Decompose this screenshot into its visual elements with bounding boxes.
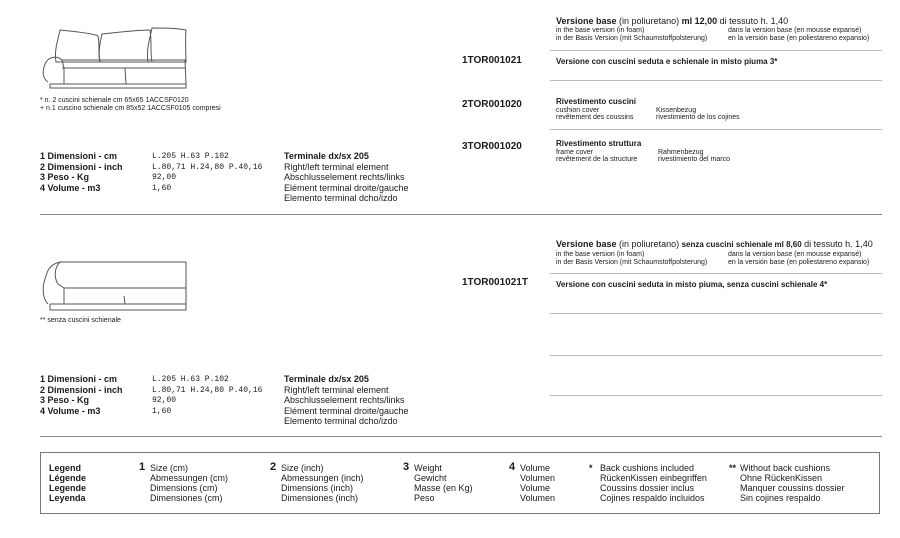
legend-line: Volumen bbox=[520, 493, 556, 503]
legend-line: Back cushions included bbox=[600, 463, 695, 473]
legend-number: 3 bbox=[403, 461, 410, 473]
legend-line: Dimensions (cm) bbox=[150, 483, 218, 493]
product-code: 1TOR001021 bbox=[462, 55, 522, 66]
legend-labels bbox=[49, 463, 86, 503]
row-translation: frame cover bbox=[556, 148, 593, 156]
terminal-line: Elément terminal droite/gauche bbox=[284, 405, 409, 416]
row-title: Rivestimento struttura bbox=[556, 139, 642, 148]
terminal-description-2 bbox=[284, 374, 409, 427]
terminal-line: Elemento terminal dcho/izdo bbox=[284, 416, 398, 426]
legend-line: Masse (en Kg) bbox=[414, 483, 473, 493]
versione-fabric: senza cuscini schienale ml 8,60 bbox=[681, 240, 802, 249]
spec-value: 1,60 bbox=[152, 183, 172, 193]
legend-line: Weight bbox=[414, 463, 442, 473]
legend-number: 2 bbox=[270, 461, 277, 473]
product-code: 1TOR001021T bbox=[462, 277, 528, 288]
versione-title-rest: (in poliuretano) bbox=[616, 16, 682, 26]
spec-value: L.80,71 H.24,80 P.40,16 bbox=[152, 162, 263, 172]
spec-label: 3 Peso - Kg bbox=[40, 172, 90, 182]
legend-line: Dimensiones (cm) bbox=[150, 493, 223, 503]
legend-line: Ohne RückenKissen bbox=[740, 473, 823, 483]
legend-line: Size (inch) bbox=[281, 463, 324, 473]
versione-line: dans la version base (en mousse expansé) bbox=[728, 26, 862, 34]
versione-title: Versione base bbox=[556, 16, 617, 26]
spec-label: 2 Dimensioni - inch bbox=[40, 384, 123, 395]
versione-line: en la versión base (en poliestareno expansio) bbox=[728, 258, 870, 266]
section-divider bbox=[40, 214, 882, 215]
legend-line: Dimensiones (inch) bbox=[281, 493, 359, 503]
legend-line: RückenKissen einbegriffen bbox=[600, 473, 707, 483]
terminal-description-1 bbox=[284, 151, 409, 204]
spec-value: 92,00 bbox=[152, 173, 177, 182]
terminal-line: Right/left terminal element bbox=[284, 161, 389, 172]
versione-fabric-height: di tessuto h. 1,40 bbox=[717, 16, 789, 26]
product-description: Versione con cuscini seduta e schienale in misto piuma 3* bbox=[556, 57, 778, 66]
legend-line: Gewicht bbox=[414, 473, 447, 483]
legend-line: Manquer coussins dossier bbox=[740, 483, 845, 493]
versione-fabric: ml 12,00 bbox=[681, 16, 718, 26]
legend-line: Abmessungen (inch) bbox=[281, 473, 364, 483]
row-translation: revêtement de la structure bbox=[556, 156, 638, 163]
sofa-with-cushions-drawing bbox=[40, 22, 192, 94]
terminal-line: Abschlusselement rechts/links bbox=[284, 395, 405, 405]
versione-line: in der Basis Version (mit Schaumstoffpolsterung) bbox=[556, 34, 708, 42]
spec-value: 1,60 bbox=[152, 406, 172, 416]
legend-label: Légende bbox=[49, 473, 87, 483]
legend-label: Leyenda bbox=[49, 493, 86, 503]
versione-line: in the base version (in foam) bbox=[556, 26, 645, 34]
versione-line: in the base version (in foam) bbox=[556, 250, 645, 258]
legend-label: Legend bbox=[49, 463, 82, 473]
cushion-note-1: * n. 2 cuscini schienale cm 65x65 1ACCSF0120 bbox=[40, 97, 189, 104]
product-description: Versione con cuscini seduta in misto piuma, senza cuscini schienale 4* bbox=[556, 280, 828, 289]
spec-labels-1 bbox=[40, 151, 123, 193]
product-code: 2TOR001020 bbox=[462, 99, 522, 110]
versione-fabric-height: di tessuto h. 1,40 bbox=[801, 239, 873, 249]
spec-label: 4 Volume - m3 bbox=[40, 182, 101, 193]
spec-label: 3 Peso - Kg bbox=[40, 395, 90, 405]
terminal-line: Elemento terminal dcho/izdo bbox=[284, 193, 398, 203]
legend-number: ** bbox=[729, 463, 737, 473]
legend-line: Cojines respaldo incluidos bbox=[600, 493, 705, 503]
terminal-title: Terminale dx/sx 205 bbox=[284, 151, 369, 161]
versione-base-block-1 bbox=[556, 16, 869, 43]
spec-value: L.80,71 H.24,80 P.40,16 bbox=[152, 385, 263, 395]
spec-value: L.205 H.63 P.102 bbox=[152, 152, 229, 161]
legend-line: Volumen bbox=[520, 473, 556, 483]
row-translation: Rahmenbezug bbox=[658, 148, 704, 156]
cushion-note-2: + n.1 cuscino schienale cm 85x52 1ACCSF0105 compresi bbox=[40, 105, 221, 112]
versione-title: Versione base bbox=[556, 239, 617, 249]
legend-number: * bbox=[589, 463, 593, 473]
row-translation: rivestimiento de los cojines bbox=[656, 114, 740, 121]
no-cushion-note: ** senza cuscini schienale bbox=[40, 317, 121, 324]
spec-labels-2 bbox=[40, 374, 123, 416]
legend-line: Size (cm) bbox=[150, 463, 188, 473]
row-translation: revêtement des coussins bbox=[556, 114, 634, 121]
row-translation: cushion cover bbox=[556, 106, 600, 114]
row-title: Rivestimento cuscini bbox=[556, 97, 637, 106]
spec-value: 92,00 bbox=[152, 396, 177, 405]
legend-line: Sin cojines respaldo bbox=[740, 493, 821, 503]
legend-number: 4 bbox=[509, 461, 516, 473]
versione-line: en la versión base (en poliestareno expansio) bbox=[728, 34, 870, 42]
sofa-without-cushions-drawing bbox=[40, 258, 192, 314]
cushion-cover-block bbox=[556, 97, 740, 122]
spec-label: 1 Dimensioni - cm bbox=[40, 374, 118, 384]
terminal-line: Right/left terminal element bbox=[284, 384, 389, 395]
versione-base-block-2 bbox=[556, 239, 873, 267]
product-code: 3TOR001020 bbox=[462, 141, 522, 152]
legend-line: Volume bbox=[520, 463, 551, 473]
terminal-line: Abschlusselement rechts/links bbox=[284, 172, 405, 182]
legend-line: Peso bbox=[414, 493, 435, 503]
versione-title-rest: (in poliuretano) bbox=[616, 239, 682, 249]
row-translation: Kissenbezug bbox=[656, 106, 697, 114]
versione-line: dans la version base (en mousse expansé) bbox=[728, 250, 862, 258]
legend-line: Dimensions (inch) bbox=[281, 483, 354, 493]
spec-label: 2 Dimensioni - inch bbox=[40, 161, 123, 172]
legend-line: Abmessungen (cm) bbox=[150, 473, 229, 483]
legend-label: Legende bbox=[49, 483, 87, 493]
spec-value: L.205 H.63 P.102 bbox=[152, 375, 229, 384]
versione-line: in der Basis Version (mit Schaumstoffpolsterung) bbox=[556, 258, 708, 266]
frame-cover-block bbox=[556, 139, 730, 164]
spec-label: 1 Dimensioni - cm bbox=[40, 151, 118, 161]
spec-values-1 bbox=[152, 152, 262, 194]
terminal-line: Elément terminal droite/gauche bbox=[284, 182, 409, 193]
terminal-title: Terminale dx/sx 205 bbox=[284, 374, 369, 384]
spec-label: 4 Volume - m3 bbox=[40, 405, 101, 416]
legend-line: Volume bbox=[520, 483, 551, 493]
section-divider bbox=[40, 436, 882, 437]
spec-values-2 bbox=[152, 375, 262, 417]
legend-number: 1 bbox=[139, 461, 146, 473]
legend-line: Without back cushions bbox=[740, 463, 831, 473]
row-translation: rivestimiento del marco bbox=[658, 156, 730, 163]
legend-line: Coussins dossier inclus bbox=[600, 483, 695, 493]
